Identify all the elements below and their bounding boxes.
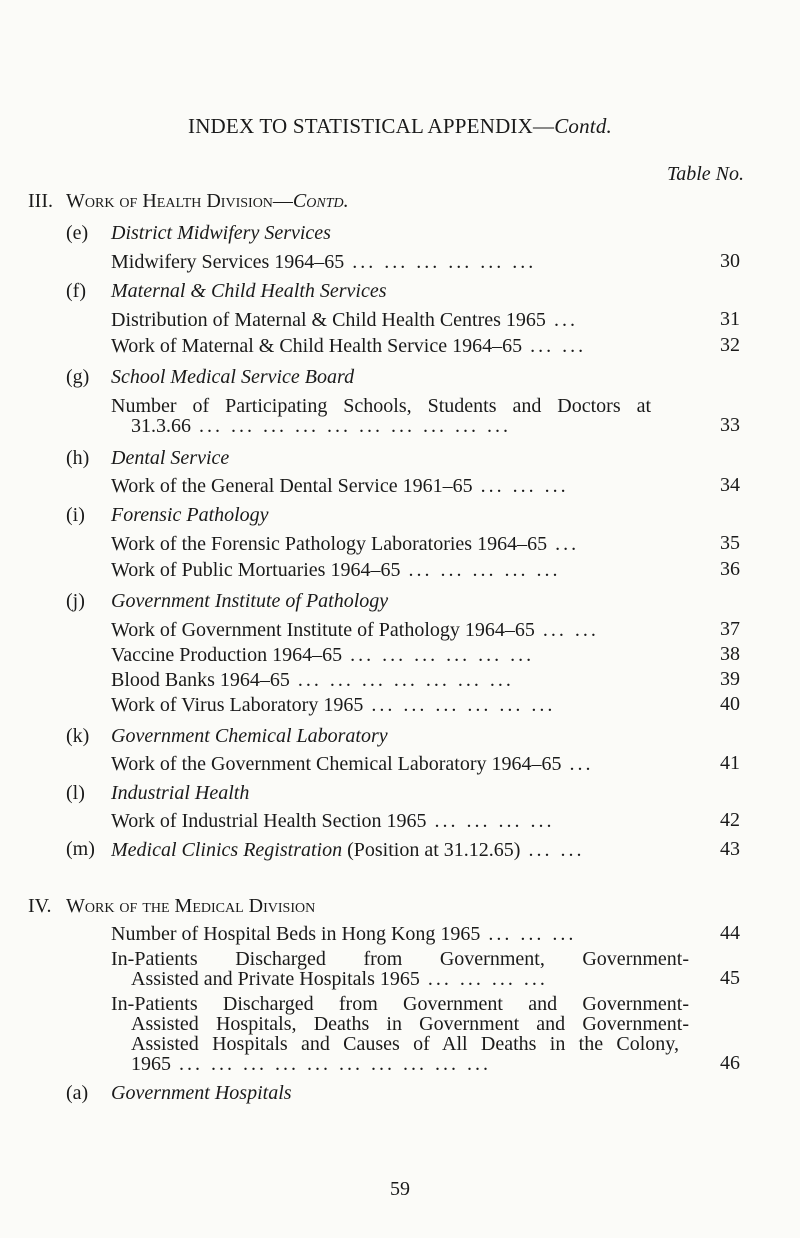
section-numeral: III. (28, 190, 53, 212)
subsection-letter: (a) (66, 1082, 89, 1104)
table-number: 43 (720, 838, 740, 860)
table-number: 40 (720, 693, 740, 715)
table-number: 33 (720, 414, 740, 436)
table-number: 32 (720, 334, 740, 356)
subsection-letter: (m) (66, 838, 95, 860)
table-number: 41 (720, 752, 740, 774)
index-entry: Work of the Forensic Pathology Laboratories 1964–65 ... (111, 533, 580, 555)
index-entry: Work of Public Mortuaries 1964–65 ... ... ... ... ... (111, 559, 561, 581)
subsection-letter: (l) (66, 782, 85, 804)
index-entry-continued: 31.3.66 ... ... ... ... ... ... ... ... ... ... (131, 415, 511, 437)
table-number: 39 (720, 668, 740, 690)
table-number: 44 (720, 922, 740, 944)
table-number: 46 (720, 1052, 740, 1074)
index-entry: Vaccine Production 1964–65 ... ... ... ... ... ... (111, 644, 535, 666)
page-title: INDEX TO STATISTICAL APPENDIX—Contd. (188, 114, 612, 138)
index-entry: Work of Maternal & Child Health Service 1964–65 ... ... (111, 335, 587, 357)
subsection-heading: Government Institute of Pathology (111, 590, 389, 612)
subsection-heading: Forensic Pathology (111, 504, 269, 526)
index-entry: Number of Participating Schools, Students and Doctors at (111, 395, 651, 417)
section-numeral: IV. (28, 895, 52, 917)
table-no-column-header: Table No. (666, 163, 744, 185)
table-number: 42 (720, 809, 740, 831)
index-entry: Blood Banks 1964–65 ... ... ... ... ... ... ... (111, 669, 514, 691)
table-number: 31 (720, 308, 740, 330)
table-number: 34 (720, 474, 740, 496)
index-entry: Medical Clinics Registration (Position at 31.12.65) ... ... (111, 839, 585, 861)
index-entry: Work of the Government Chemical Laboratory 1964–65 ... (111, 753, 594, 775)
index-entry-continued: 1965 ... ... ... ... ... ... ... ... ... ... (131, 1053, 491, 1075)
table-number: 36 (720, 558, 740, 580)
subsection-heading: Government Chemical Laboratory (111, 725, 388, 747)
subsection-letter: (e) (66, 222, 89, 244)
page-number: 59 (390, 1178, 410, 1200)
subsection-letter: (h) (66, 447, 90, 469)
subsection-letter: (g) (66, 366, 90, 388)
subsection-heading: Industrial Health (111, 782, 250, 804)
index-entry: In-Patients Discharged from Government and Government- (111, 993, 689, 1015)
subsection-heading: Maternal & Child Health Services (111, 280, 387, 302)
section-title: Work of the Medical Division (66, 895, 316, 917)
index-entry: Distribution of Maternal & Child Health Centres 1965 ... (111, 309, 578, 331)
subsection-letter: (k) (66, 725, 90, 747)
index-entry-continued: Assisted Hospitals and Causes of All Deaths in the Colony, (131, 1033, 679, 1055)
table-number: 37 (720, 618, 740, 640)
table-number: 38 (720, 643, 740, 665)
index-entry: Midwifery Services 1964–65 ... ... ... ... ... ... (111, 251, 537, 273)
subsection-heading: Government Hospitals (111, 1082, 292, 1104)
index-entry: Work of Government Institute of Pathology 1964–65 ... ... (111, 619, 599, 641)
subsection-letter: (j) (66, 590, 85, 612)
table-number: 30 (720, 250, 740, 272)
index-entry: Number of Hospital Beds in Hong Kong 1965 ... ... ... (111, 923, 577, 945)
index-entry: Work of Industrial Health Section 1965 ... ... ... ... (111, 810, 555, 832)
index-entry: Work of Virus Laboratory 1965 ... ... ... ... ... ... (111, 694, 556, 716)
index-entry-continued: Assisted Hospitals, Deaths in Government and Government- (131, 1013, 689, 1035)
subsection-letter: (i) (66, 504, 85, 526)
index-entry: In-Patients Discharged from Government, Government- (111, 948, 689, 970)
table-number: 45 (720, 967, 740, 989)
section-title: Work of Health Division—Contd. (66, 190, 349, 212)
index-entry: Work of the General Dental Service 1961–65 ... ... ... (111, 475, 569, 497)
index-entry-continued: Assisted and Private Hospitals 1965 ... ... ... ... (131, 968, 548, 990)
subsection-letter: (f) (66, 280, 86, 302)
subsection-heading: School Medical Service Board (111, 366, 355, 388)
table-number: 35 (720, 532, 740, 554)
subsection-heading: Dental Service (111, 447, 230, 469)
subsection-heading: District Midwifery Services (111, 222, 331, 244)
